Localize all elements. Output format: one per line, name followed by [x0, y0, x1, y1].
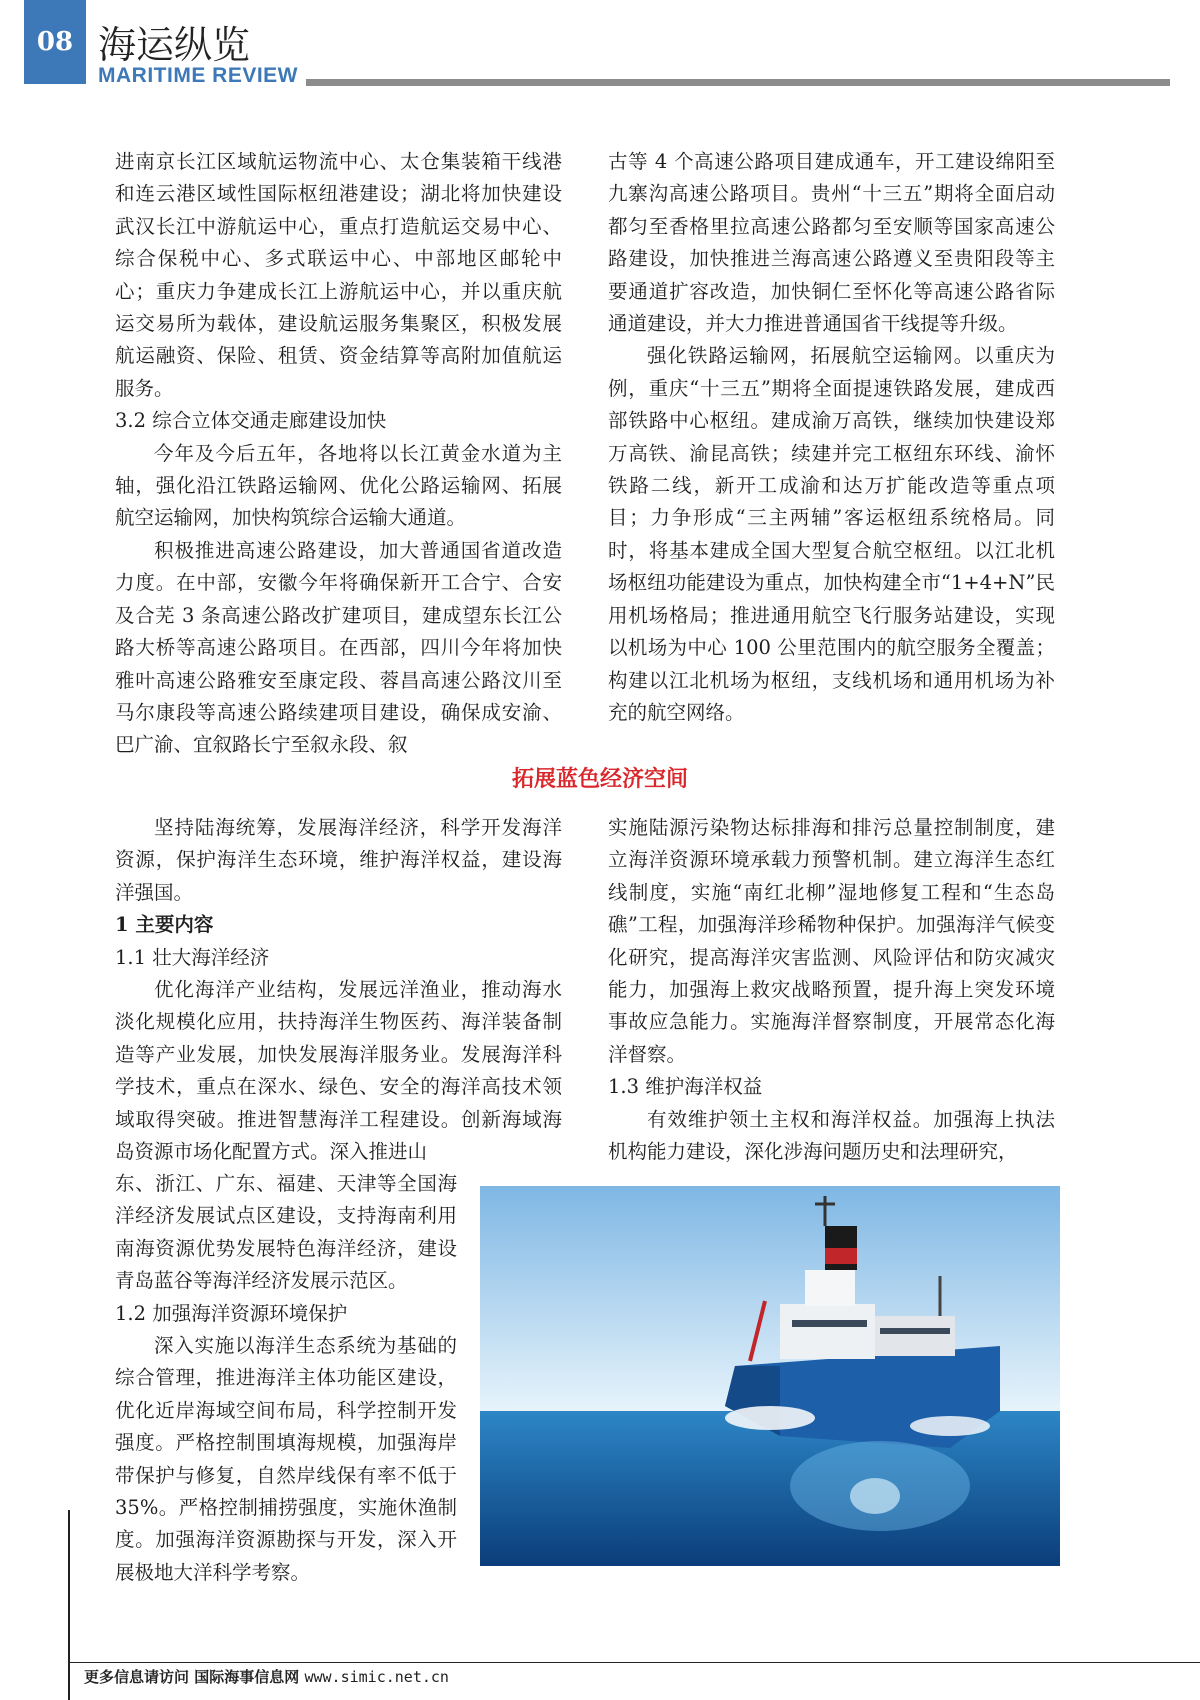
subheading: 1.3 维护海洋权益 [608, 1075, 763, 1099]
magazine-section-subtitle: MARITIME REVIEW [98, 64, 298, 87]
paragraph: 有效维护领土主权和海洋权益。加强海上执法机构能力建设，深化涉海问题历史和法理研究， [608, 1107, 1055, 1164]
subheading: 1.1 壮大海洋经济 [115, 945, 270, 969]
footer-rule [68, 1662, 1200, 1663]
left-margin-rule [68, 1510, 70, 1700]
section-title: 拓展蓝色经济空间 [511, 767, 688, 792]
paragraph: 深入实施以海洋生态系统为基础的综合管理，推进海洋主体功能区建设，优化近岸海域空间布局，科学控制开发强度。严格控制围填海规模，加强海岸带保护与修复，自然岸线保有率不低于 35%。严格控制捕捞强度，实施休渔制度。加强海洋资源勘探与开发，深入开展极地大洋科学考察。 [115, 1334, 457, 1584]
subheading: 1 主要内容 [115, 913, 214, 937]
paragraph: 今年及今后五年，各地将以长江黄金水道为主轴，强化沿江铁路运输网、优化公路运输网、拓展航空运输网，加快构筑综合运输大通道。 [115, 441, 562, 530]
paragraph: 进南京长江区域航运物流中心、太仓集装箱干线港和连云港区域性国际枢纽港建设；湖北将加快建设武汉长江中游航运中心，重点打造航运交易中心、综合保税中心、多式联运中心、中部地区邮轮中心；重庆力争建成长江上游航运中心，并以重庆航运交易所为载体，建设航运服务集聚区，积极发展航运融资、保险、租赁、资金结算等高附加值航运服务。 [115, 150, 562, 400]
paragraph: 东、浙江、广东、福建、天津等全国海洋经济发展试点区建设，支持海南利用南海资源优势发展特色海洋经济，建设青岛蓝谷等海洋经济发展示范区。 [115, 1172, 457, 1293]
top-right-column [608, 146, 1055, 729]
bottom-left-narrow-column [115, 1168, 457, 1589]
header-rule [306, 79, 1170, 86]
subheading: 1.2 加强海洋资源环境保护 [115, 1301, 348, 1325]
paragraph: 积极推进高速公路建设，加大普通国省道改造力度。在中部，安徽今年将确保新开工合宁、合安及合芜 3 条高速公路改扩建项目，建成望东长江公路大桥等高速公路项目。在西部，四川今年将加快雅叶高速公路雅安至康定段、蓉昌高速公路汶川至马尔康段等高速公路续建项目建设，确保成安渝、巴广渝、宜叙路长宁至叙永段、叙 [115, 538, 562, 757]
magazine-section-title: 海运纵览 [98, 23, 251, 67]
ship-photo [480, 1186, 1060, 1566]
paragraph: 坚持陆海统筹，发展海洋经济，科学开发海洋资源，保护海洋生态环境，维护海洋权益，建设海洋强国。 [115, 816, 562, 904]
subheading: 3.2 综合立体交通走廊建设加快 [115, 409, 387, 433]
footer-text: 更多信息请访问 国际海事信息网 [84, 1668, 300, 1686]
paragraph: 古等 4 个高速公路项目建成通车，开工建设绵阳至九寨沟高速公路项目。贵州“十三五”期将全面启动都匀至香格里拉高速公路都匀至安顺等国家高速公路建设，加快推进兰海高速公路遵义至贵阳段等主要通道扩容改造，加快铜仁至怀化等高速公路省际通道建设，并大力推进普通国省干线提等升级。 [608, 150, 1055, 336]
bottom-left-column [115, 812, 562, 1168]
paragraph: 实施陆源污染物达标排海和排污总量控制制度，建立海洋资源环境承载力预警机制。建立海洋生态红线制度，实施“南红北柳”湿地修复工程和“生态岛礁”工程，加强海洋珍稀物种保护。加强海洋气候变化研究，提高海洋灾害监测、风险评估和防灾减灾能力，加强海上救灾战略预置，提升海上突发环境事故应急能力。实施海洋督察制度，开展常态化海洋督察。 [608, 816, 1055, 1066]
page-number: 08 [24, 0, 86, 84]
paragraph: 强化铁路运输网，拓展航空运输网。以重庆为例，重庆“十三五”期将全面提速铁路发展，建成西部铁路中心枢纽。建成渝万高铁，继续加快建设郑万高铁、渝昆高铁；续建并完工枢纽东环线、渝怀铁路二线，新开工成渝和达万扩能改造等重点项目；力争形成“三主两辅”客运枢纽系统格局。同时，将基本建成全国大型复合航空枢纽。以江北机场枢纽功能建设为重点，加快构建全市“1+4+N”民用机场格局；推进通用航空飞行服务站建设，实现以机场为中心 100 公里范围内的航空服务全覆盖；构建以江北机场为枢纽，支线机场和通用机场为补充的航空网络。 [608, 344, 1055, 724]
paragraph: 优化海洋产业结构，发展远洋渔业，推动海水淡化规模化应用，扶持海洋生物医药、海洋装备制造等产业发展，加快发展海洋服务业。发展海洋科学技术，重点在深水、绿色、安全的海洋高技术领域取得突破。推进智慧海洋工程建设。创新海域海岛资源市场化配置方式。深入推进山 [115, 978, 562, 1164]
bottom-right-column [608, 812, 1055, 1168]
footer [84, 1666, 449, 1687]
top-left-column [115, 146, 562, 762]
footer-url[interactable]: www.simic.net.cn [304, 1668, 449, 1686]
